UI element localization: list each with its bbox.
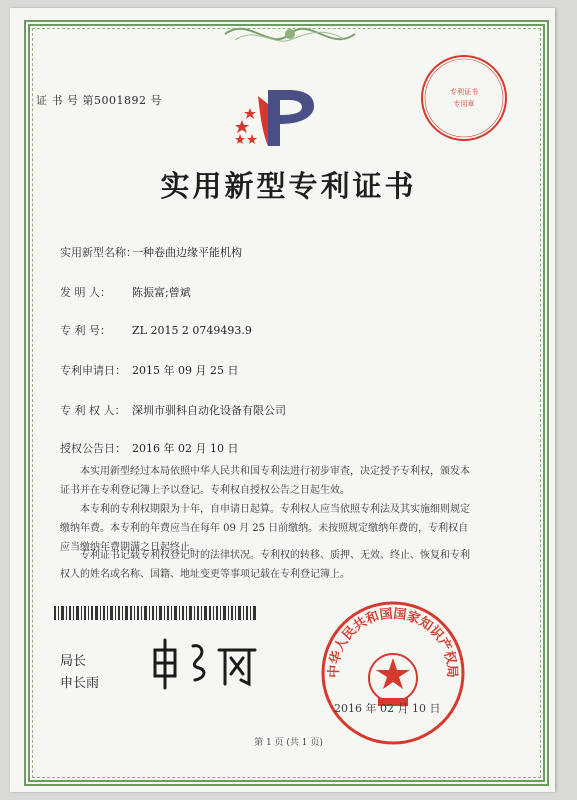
field-value: 2016 年 02 月 10 日 [132,442,239,455]
seal-date: 2016 年 02 月 10 日 [334,702,441,715]
page-footer: 第 1 页 (共 1 页) [254,738,323,748]
field-grant-date [60,440,238,456]
seal-ring-text: 中华人民共和国国家知识产权局 [326,606,460,678]
field-value: ZL 2015 2 0749493.9 [132,324,252,337]
field-label: 专利申请日： [60,364,126,377]
seal-small-text-line2: 专用章 [453,100,475,108]
certificate-number: 证 书 号 第5001892 号 [36,94,162,107]
field-patent-holder [60,402,286,418]
field-value: 一种卷曲边缘平能机构 [132,246,242,259]
field-label: 专 利 权 人： [60,404,126,417]
patent-office-logo-icon [228,84,328,152]
handwritten-signature-icon [145,630,265,690]
body-paragraph-3: 专利证书记载专利权登记时的法律状况。专利权的转移、质押、无效、终止、恢复和专利权人的姓名或名称、国籍、地址变更等事项记载在专利登记簿上。 [60,550,470,580]
special-seal-icon [418,52,510,144]
field-label: 实用新型名称： [60,246,137,259]
field-value: 陈振富;曾斌 [132,286,191,299]
official-seal-icon [318,598,468,748]
body-paragraph-1: 本实用新型经过本局依照中华人民共和国专利法进行初步审查，决定授予专利权，颁发本证书并在专利登记簿上予以登记。专利权自授权公告之日起生效。 [60,466,470,496]
field-utility-model-name [60,244,242,260]
field-label: 专 利 号： [60,324,111,337]
field-value: 2015 年 09 月 25 日 [132,364,239,377]
seal-small-text-line1: 专利证书 [450,88,478,96]
ornament-icon [215,14,365,54]
field-label: 授权公告日： [60,442,126,455]
body-paragraph-2: 本专利的专利权期限为十年，自申请日起算。专利权人应当依照专利法及其实施细则规定缴纳年费。本专利的年费应当在每年 09 月 25 日前缴纳。未按照规定缴纳年费的，专利权自应当缴纳年费期满之日起终止。 [60,504,470,553]
field-filing-date [60,362,238,378]
signature-name: 申长雨 [60,676,100,691]
certificate-title: 实用新型专利证书 [160,169,417,203]
field-label: 发 明 人： [60,286,111,299]
barcode-icon [54,606,259,620]
field-inventor [60,284,191,300]
signature-role: 局长 [60,654,87,669]
field-value: 深圳市驯科自动化设备有限公司 [132,404,286,417]
field-patent-number [60,322,252,338]
